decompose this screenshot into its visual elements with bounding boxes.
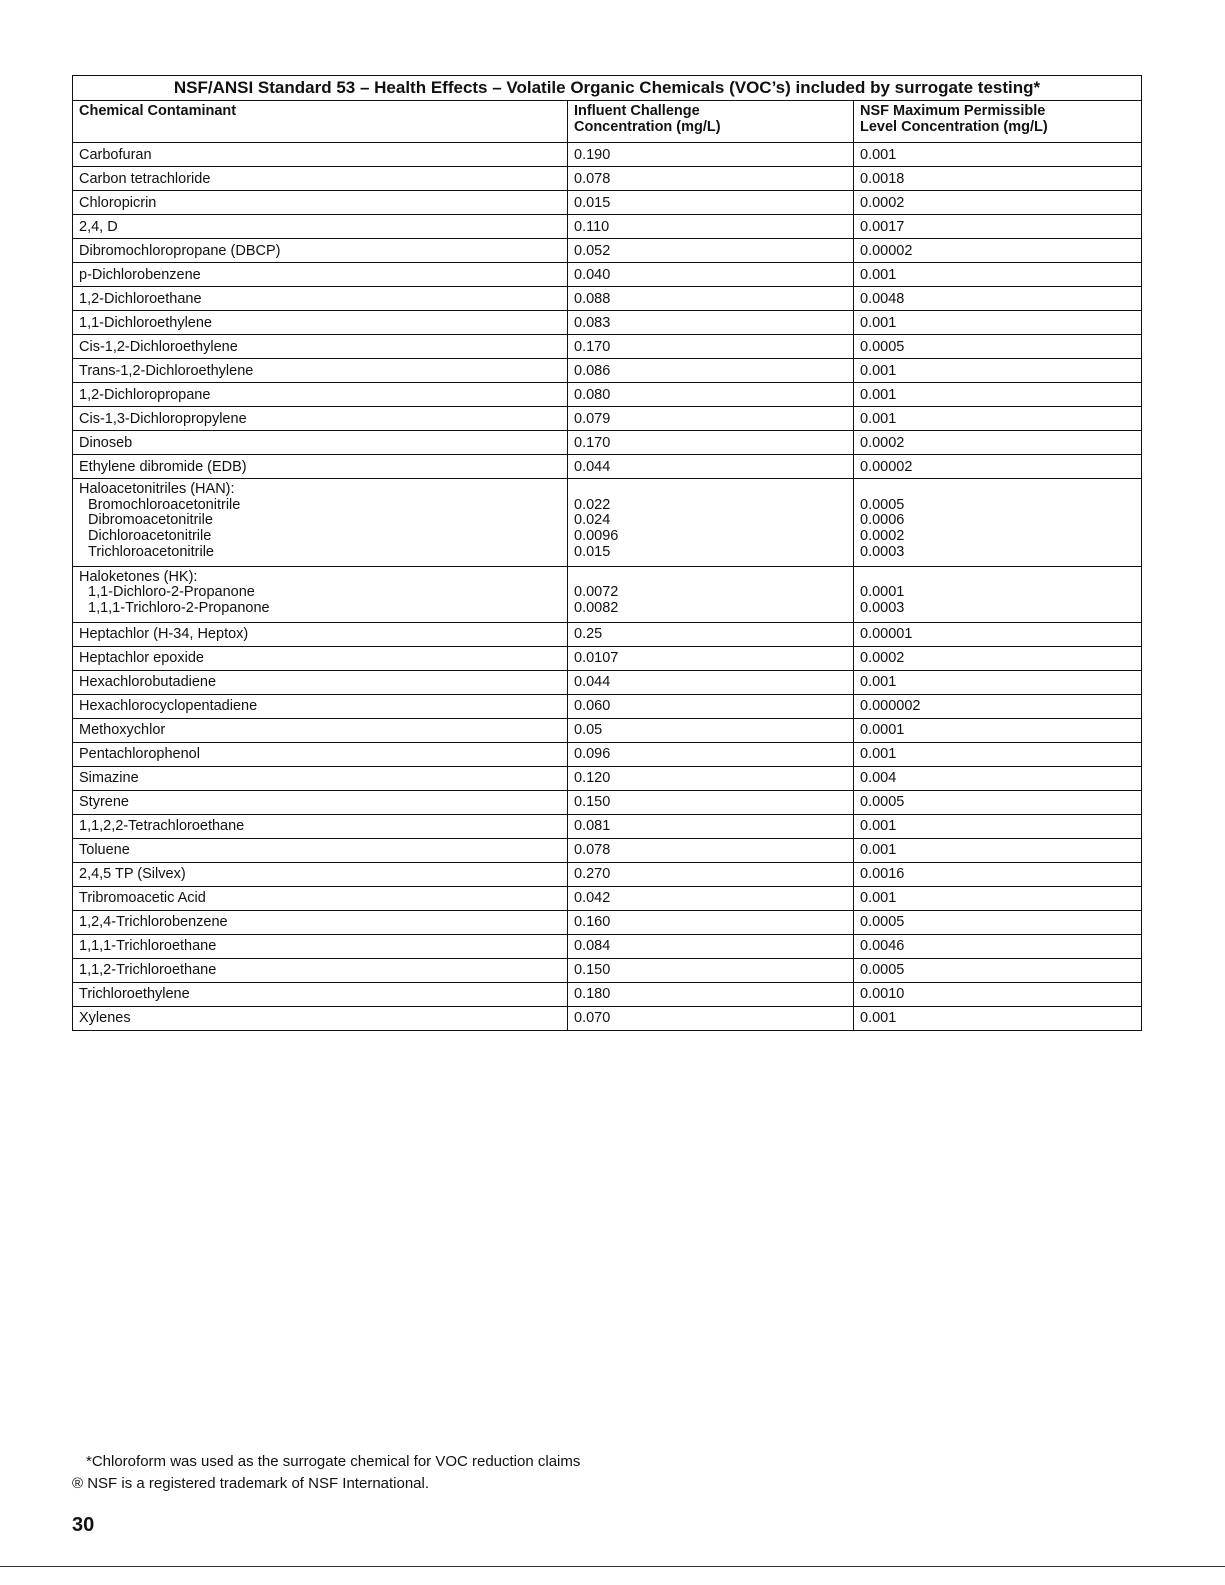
contaminant-cell: Dinoseb xyxy=(73,431,568,455)
sub-max-level: 0.0003 xyxy=(860,599,905,616)
group-label: Haloketones (HK): xyxy=(79,568,198,585)
max-level-cell: 0.0005 xyxy=(854,910,1142,934)
contaminant-cell: Simazine xyxy=(73,766,568,790)
max-level-cell: 0.001 xyxy=(854,814,1142,838)
max-level-cell: 0.0005 xyxy=(854,335,1142,359)
influent-cell: 0.190 xyxy=(568,143,854,167)
sub-influent: 0.0082 xyxy=(574,599,619,616)
contaminant-cell: 1,2,4-Trichlorobenzene xyxy=(73,910,568,934)
sub-contaminant: 1,1,1-Trichloro-2-Propanone xyxy=(88,599,270,616)
header-max-level xyxy=(854,101,1142,143)
table-row xyxy=(73,814,1142,838)
contaminant-cell xyxy=(73,566,568,622)
influent-cell: 0.150 xyxy=(568,958,854,982)
sub-contaminant: 1,1-Dichloro-2-Propanone xyxy=(88,584,255,601)
influent-cell: 0.086 xyxy=(568,359,854,383)
contaminant-cell: p-Dichlorobenzene xyxy=(73,263,568,287)
table-row xyxy=(73,407,1142,431)
page-bottom-rule xyxy=(0,1566,1225,1567)
influent-cell: 0.270 xyxy=(568,862,854,886)
sub-contaminant: Trichloroacetonitrile xyxy=(88,543,214,560)
max-level-cell: 0.0001 xyxy=(854,718,1142,742)
influent-cell xyxy=(568,479,854,567)
surrogate-footnote: *Chloroform was used as the surrogate chemical for VOC reduction claims xyxy=(86,1453,581,1470)
sub-max-level: 0.0006 xyxy=(860,512,905,529)
table-row xyxy=(73,239,1142,263)
header-contaminant: Chemical Contaminant xyxy=(73,101,568,143)
contaminant-cell: Methoxychlor xyxy=(73,718,568,742)
table-title: NSF/ANSI Standard 53 – Health Effects – Volatile Organic Chemicals (VOC’s) included by surrogate testing* xyxy=(73,76,1142,101)
han-group-row xyxy=(73,479,1142,567)
contaminant-cell: Carbofuran xyxy=(73,143,568,167)
table-row xyxy=(73,311,1142,335)
table-row xyxy=(73,646,1142,670)
max-level-cell: 0.001 xyxy=(854,838,1142,862)
influent-cell: 0.042 xyxy=(568,886,854,910)
influent-cell: 0.052 xyxy=(568,239,854,263)
max-level-cell: 0.001 xyxy=(854,311,1142,335)
max-level-cell: 0.0017 xyxy=(854,215,1142,239)
contaminant-cell: Heptachlor (H-34, Heptox) xyxy=(73,622,568,646)
table-row xyxy=(73,191,1142,215)
influent-cell: 0.070 xyxy=(568,1006,854,1030)
contaminant-cell: Pentachlorophenol xyxy=(73,742,568,766)
max-level-cell: 0.0002 xyxy=(854,191,1142,215)
influent-cell: 0.120 xyxy=(568,766,854,790)
contaminant-cell: Hexachlorobutadiene xyxy=(73,670,568,694)
contaminant-cell: 2,4, D xyxy=(73,215,568,239)
max-level-cell: 0.00002 xyxy=(854,239,1142,263)
table-body xyxy=(73,143,1142,1031)
table-row xyxy=(73,455,1142,479)
influent-cell: 0.044 xyxy=(568,455,854,479)
table-row xyxy=(73,359,1142,383)
sub-influent: 0.0096 xyxy=(574,528,619,545)
influent-cell: 0.083 xyxy=(568,311,854,335)
table-row xyxy=(73,910,1142,934)
header-influent-line1: Influent Challenge xyxy=(574,103,700,119)
hk-group-row xyxy=(73,566,1142,622)
trademark-footnote: ® NSF is a registered trademark of NSF International. xyxy=(72,1475,430,1492)
sub-influent: 0.022 xyxy=(574,496,611,513)
header-influent-line2: Concentration (mg/L) xyxy=(574,118,721,135)
influent-cell: 0.150 xyxy=(568,790,854,814)
voc-table-container xyxy=(72,75,1141,1031)
max-level-cell: 0.001 xyxy=(854,886,1142,910)
max-level-cell xyxy=(854,479,1142,567)
table-row xyxy=(73,934,1142,958)
contaminant-cell: Heptachlor epoxide xyxy=(73,646,568,670)
max-level-cell: 0.00001 xyxy=(854,622,1142,646)
max-level-cell: 0.001 xyxy=(854,143,1142,167)
group-label: Haloacetonitriles (HAN): xyxy=(79,481,235,497)
table-row xyxy=(73,383,1142,407)
max-level-cell: 0.0018 xyxy=(854,167,1142,191)
contaminant-cell xyxy=(73,479,568,567)
header-max-line1: NSF Maximum Permissible xyxy=(860,103,1046,119)
influent-cell xyxy=(568,566,854,622)
max-level-cell: 0.0046 xyxy=(854,934,1142,958)
influent-cell: 0.170 xyxy=(568,431,854,455)
influent-cell: 0.160 xyxy=(568,910,854,934)
table-row xyxy=(73,622,1142,646)
table-row xyxy=(73,143,1142,167)
sub-contaminant: Bromochloroacetonitrile xyxy=(88,496,241,513)
max-level-cell: 0.001 xyxy=(854,742,1142,766)
table-row xyxy=(73,670,1142,694)
sub-influent: 0.015 xyxy=(574,543,611,560)
influent-cell: 0.079 xyxy=(568,407,854,431)
contaminant-cell: 1,1,2,2-Tetrachloroethane xyxy=(73,814,568,838)
contaminant-cell: Carbon tetrachloride xyxy=(73,167,568,191)
blank-line xyxy=(860,482,1135,498)
contaminant-cell: Hexachlorocyclopentadiene xyxy=(73,694,568,718)
contaminant-cell: 1,2-Dichloropropane xyxy=(73,383,568,407)
table-row xyxy=(73,766,1142,790)
blank-line xyxy=(574,570,847,586)
header-max-line2: Level Concentration (mg/L) xyxy=(860,118,1048,135)
table-row xyxy=(73,287,1142,311)
influent-cell: 0.080 xyxy=(568,383,854,407)
influent-cell: 0.081 xyxy=(568,814,854,838)
contaminant-cell: Styrene xyxy=(73,790,568,814)
influent-cell: 0.110 xyxy=(568,215,854,239)
contaminant-cell: Toluene xyxy=(73,838,568,862)
table-row xyxy=(73,335,1142,359)
sub-influent: 0.024 xyxy=(574,512,611,529)
influent-cell: 0.05 xyxy=(568,718,854,742)
sub-max-level: 0.0001 xyxy=(860,584,905,601)
max-level-cell xyxy=(854,566,1142,622)
contaminant-cell: Tribromoacetic Acid xyxy=(73,886,568,910)
header-influent xyxy=(568,101,854,143)
page-number: 30 xyxy=(72,1514,95,1536)
max-level-cell: 0.0002 xyxy=(854,431,1142,455)
influent-cell: 0.170 xyxy=(568,335,854,359)
max-level-cell: 0.001 xyxy=(854,359,1142,383)
table-row xyxy=(73,431,1142,455)
contaminant-cell: Trichloroethylene xyxy=(73,982,568,1006)
influent-cell: 0.088 xyxy=(568,287,854,311)
max-level-cell: 0.0002 xyxy=(854,646,1142,670)
contaminant-cell: 2,4,5 TP (Silvex) xyxy=(73,862,568,886)
table-row xyxy=(73,742,1142,766)
table-row xyxy=(73,982,1142,1006)
table-row xyxy=(73,886,1142,910)
influent-cell: 0.0107 xyxy=(568,646,854,670)
table-row xyxy=(73,862,1142,886)
max-level-cell: 0.0010 xyxy=(854,982,1142,1006)
influent-cell: 0.040 xyxy=(568,263,854,287)
blank-line xyxy=(860,570,1135,586)
max-level-cell: 0.0016 xyxy=(854,862,1142,886)
contaminant-cell: Trans-1,2-Dichloroethylene xyxy=(73,359,568,383)
influent-cell: 0.096 xyxy=(568,742,854,766)
influent-cell: 0.044 xyxy=(568,670,854,694)
contaminant-cell: 1,1,2-Trichloroethane xyxy=(73,958,568,982)
max-level-cell: 0.004 xyxy=(854,766,1142,790)
max-level-cell: 0.001 xyxy=(854,263,1142,287)
max-level-cell: 0.001 xyxy=(854,383,1142,407)
column-header-row xyxy=(73,101,1142,143)
influent-cell: 0.015 xyxy=(568,191,854,215)
table-row xyxy=(73,1006,1142,1030)
max-level-cell: 0.00002 xyxy=(854,455,1142,479)
table-row xyxy=(73,718,1142,742)
influent-cell: 0.180 xyxy=(568,982,854,1006)
max-level-cell: 0.0005 xyxy=(854,790,1142,814)
contaminant-cell: Dibromochloropropane (DBCP) xyxy=(73,239,568,263)
table-row xyxy=(73,694,1142,718)
contaminant-cell: Cis-1,2-Dichloroethylene xyxy=(73,335,568,359)
contaminant-cell: 1,1,1-Trichloroethane xyxy=(73,934,568,958)
contaminant-cell: Ethylene dibromide (EDB) xyxy=(73,455,568,479)
contaminant-cell: Xylenes xyxy=(73,1006,568,1030)
voc-table xyxy=(72,75,1142,1031)
blank-line xyxy=(574,482,847,498)
sub-contaminant: Dichloroacetonitrile xyxy=(88,528,212,545)
max-level-cell: 0.001 xyxy=(854,1006,1142,1030)
max-level-cell: 0.001 xyxy=(854,670,1142,694)
sub-max-level: 0.0003 xyxy=(860,543,905,560)
table-row xyxy=(73,263,1142,287)
max-level-cell: 0.001 xyxy=(854,407,1142,431)
contaminant-cell: Cis-1,3-Dichloropropylene xyxy=(73,407,568,431)
sub-influent: 0.0072 xyxy=(574,584,619,601)
contaminant-cell: 1,2-Dichloroethane xyxy=(73,287,568,311)
table-row xyxy=(73,215,1142,239)
table-row xyxy=(73,790,1142,814)
contaminant-cell: Chloropicrin xyxy=(73,191,568,215)
contaminant-cell: 1,1-Dichloroethylene xyxy=(73,311,568,335)
max-level-cell: 0.000002 xyxy=(854,694,1142,718)
table-row xyxy=(73,167,1142,191)
influent-cell: 0.078 xyxy=(568,838,854,862)
influent-cell: 0.084 xyxy=(568,934,854,958)
max-level-cell: 0.0048 xyxy=(854,287,1142,311)
influent-cell: 0.078 xyxy=(568,167,854,191)
sub-max-level: 0.0002 xyxy=(860,528,905,545)
influent-cell: 0.060 xyxy=(568,694,854,718)
sub-contaminant: Dibromoacetonitrile xyxy=(88,512,213,529)
max-level-cell: 0.0005 xyxy=(854,958,1142,982)
sub-max-level: 0.0005 xyxy=(860,496,905,513)
table-row xyxy=(73,958,1142,982)
influent-cell: 0.25 xyxy=(568,622,854,646)
table-row xyxy=(73,838,1142,862)
